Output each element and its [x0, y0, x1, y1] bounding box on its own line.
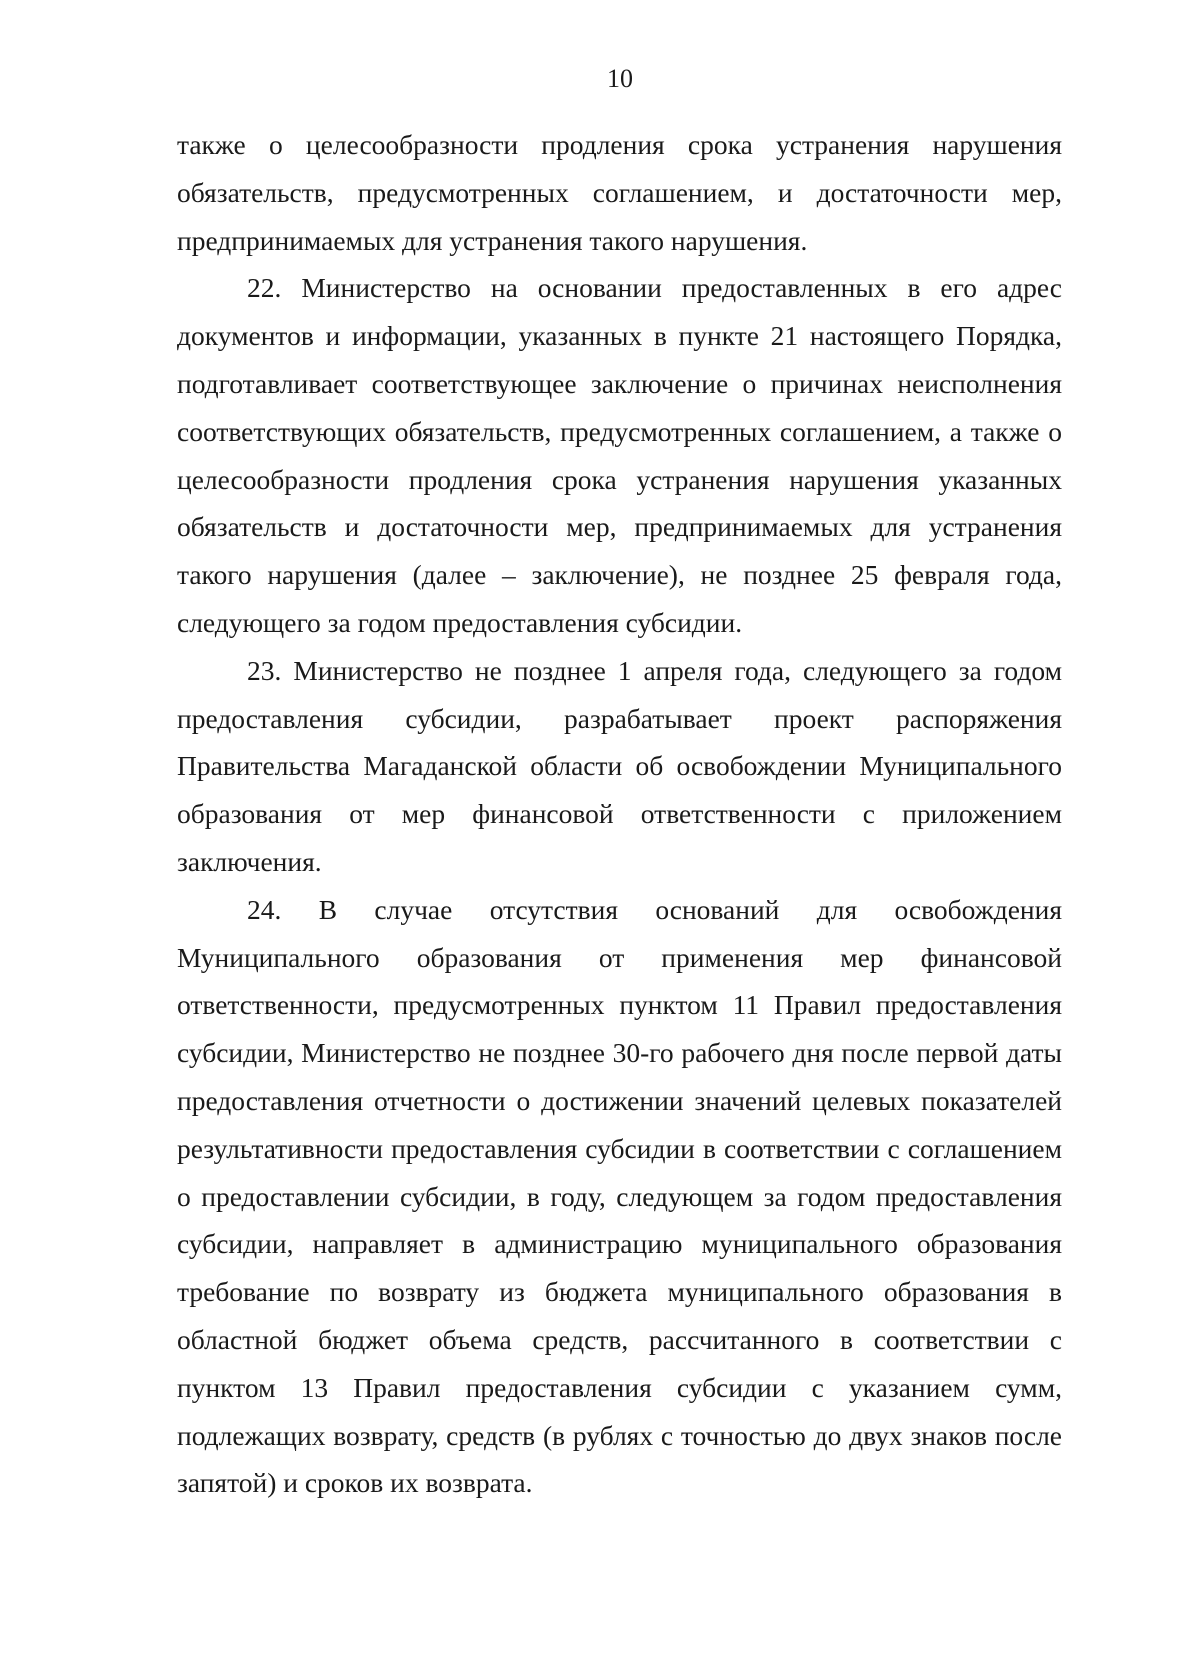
paragraph-23: 23. Министерство не позднее 1 апреля года, следующего за годом предоставления субсидии, разрабатывает проект распоряжения Правительства Магаданской области об освобождении Муниципального образования от мер финансовой ответственности с приложением заключения.: [177, 654, 1062, 877]
document-body: [177, 121, 1062, 1507]
paragraph-22: 22. Министерство на основании предоставленных в его адрес документов и информации, указанных в пункте 21 настоящего Порядка, подготавливает соответствующее заключение о причинах неисполнения соответствующих обязательств, предусмотренных соглашением, а также о целесообразности продления срока устранения нарушения указанных обязательств и достаточности мер, предпринимаемых для устранения такого нарушения (далее – заключение), не позднее 25 февраля года, следующего за годом предоставления субсидии.: [177, 272, 1062, 638]
page-number: 10: [607, 64, 633, 93]
paragraph-continuation: также о целесообразности продления срока устранения нарушения обязательств, предусмотренных соглашением, и достаточности мер, предпринимаемых для устранения такого нарушения.: [177, 129, 1062, 256]
paragraph-24: 24. В случае отсутствия оснований для освобождения Муниципального образования от применения мер финансовой ответственности, предусмотренных пунктом 11 Правил предоставления субсидии, Министерство не позднее 30-го рабочего дня после первой даты предоставления отчетности о достижении значений целевых показателей результативности предоставления субсидии в соответствии с соглашением о предоставлении субсидии, в году, следующем за годом предоставления субсидии, направляет в администрацию муниципального образования требование по возврату из бюджета муниципального образования в областной бюджет объема средств, рассчитанного в соответствии с пунктом 13 Правил предоставления субсидии с указанием сумм, подлежащих возврату, средств (в рублях с точностью до двух знаков после запятой) и сроков их возврата.: [177, 893, 1062, 1499]
